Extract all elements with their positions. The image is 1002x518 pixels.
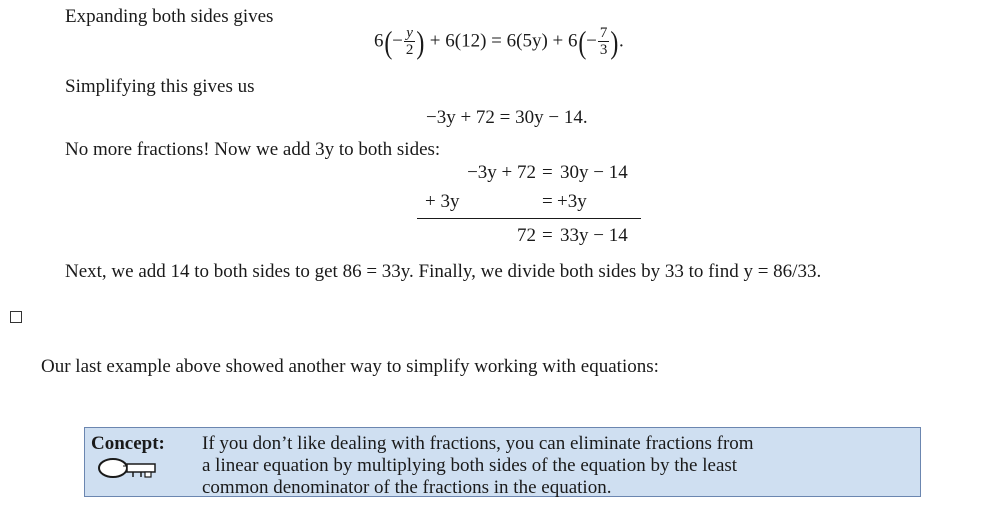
eq1-coefficient: 6	[374, 30, 384, 52]
work-row2-eq: =	[542, 191, 553, 212]
eq1-fraction-7-over-3: $\frac{7}{3}$	[599, 25, 608, 58]
work-row1-right: 30y − 14	[560, 162, 628, 183]
text-our-last-example: Our last example above showed another way to simplify working with equations:	[41, 356, 659, 377]
concept-line-1: If you don’t like dealing with fractions, you can eliminate fractions from	[202, 433, 754, 454]
work-row3-eq: =	[542, 225, 553, 246]
work-row1-left: −3y + 72	[467, 162, 536, 183]
work-row2-left: + 3y	[425, 191, 460, 212]
qed-box	[10, 311, 22, 323]
work-row1-eq: =	[542, 162, 553, 183]
key-icon	[93, 455, 173, 485]
text-expanding: Expanding both sides gives	[65, 6, 274, 27]
work-row2-right: +3y	[557, 191, 587, 212]
concept-label: Concept:	[91, 433, 165, 454]
equation-simplified: −3y + 72 = 30y − 14.	[426, 107, 588, 128]
work-row3-right: 33y − 14	[560, 225, 628, 246]
text-next: Next, we add 14 to both sides to get 86 = 33y. Finally, we divide both sides by 33 to find y = 86/33.	[65, 261, 822, 282]
text-simplifying: Simplifying this gives us	[65, 76, 255, 97]
work-row3-left: 72	[517, 225, 536, 246]
work-underline	[417, 218, 641, 219]
concept-line-2: a linear equation by multiplying both sides of the equation by the least	[202, 455, 738, 476]
text-no-more-fractions: No more fractions! Now we add 3y to both sides:	[65, 139, 441, 160]
eq1-middle: + 6(12) = 6(5y) + 6	[429, 30, 578, 52]
equation-expanded: 6(− $\frac{y}{2}$ ) + 6(12) = 6(5y) + 6(− $\frac{7}{3}$ ).	[374, 24, 624, 60]
eq1-fraction-y-over-2: $\frac{y}{2}$	[405, 25, 414, 58]
concept-line-3: common denominator of the fractions in the equation.	[202, 477, 612, 498]
concept-box	[84, 427, 921, 497]
concept-text	[202, 433, 754, 499]
